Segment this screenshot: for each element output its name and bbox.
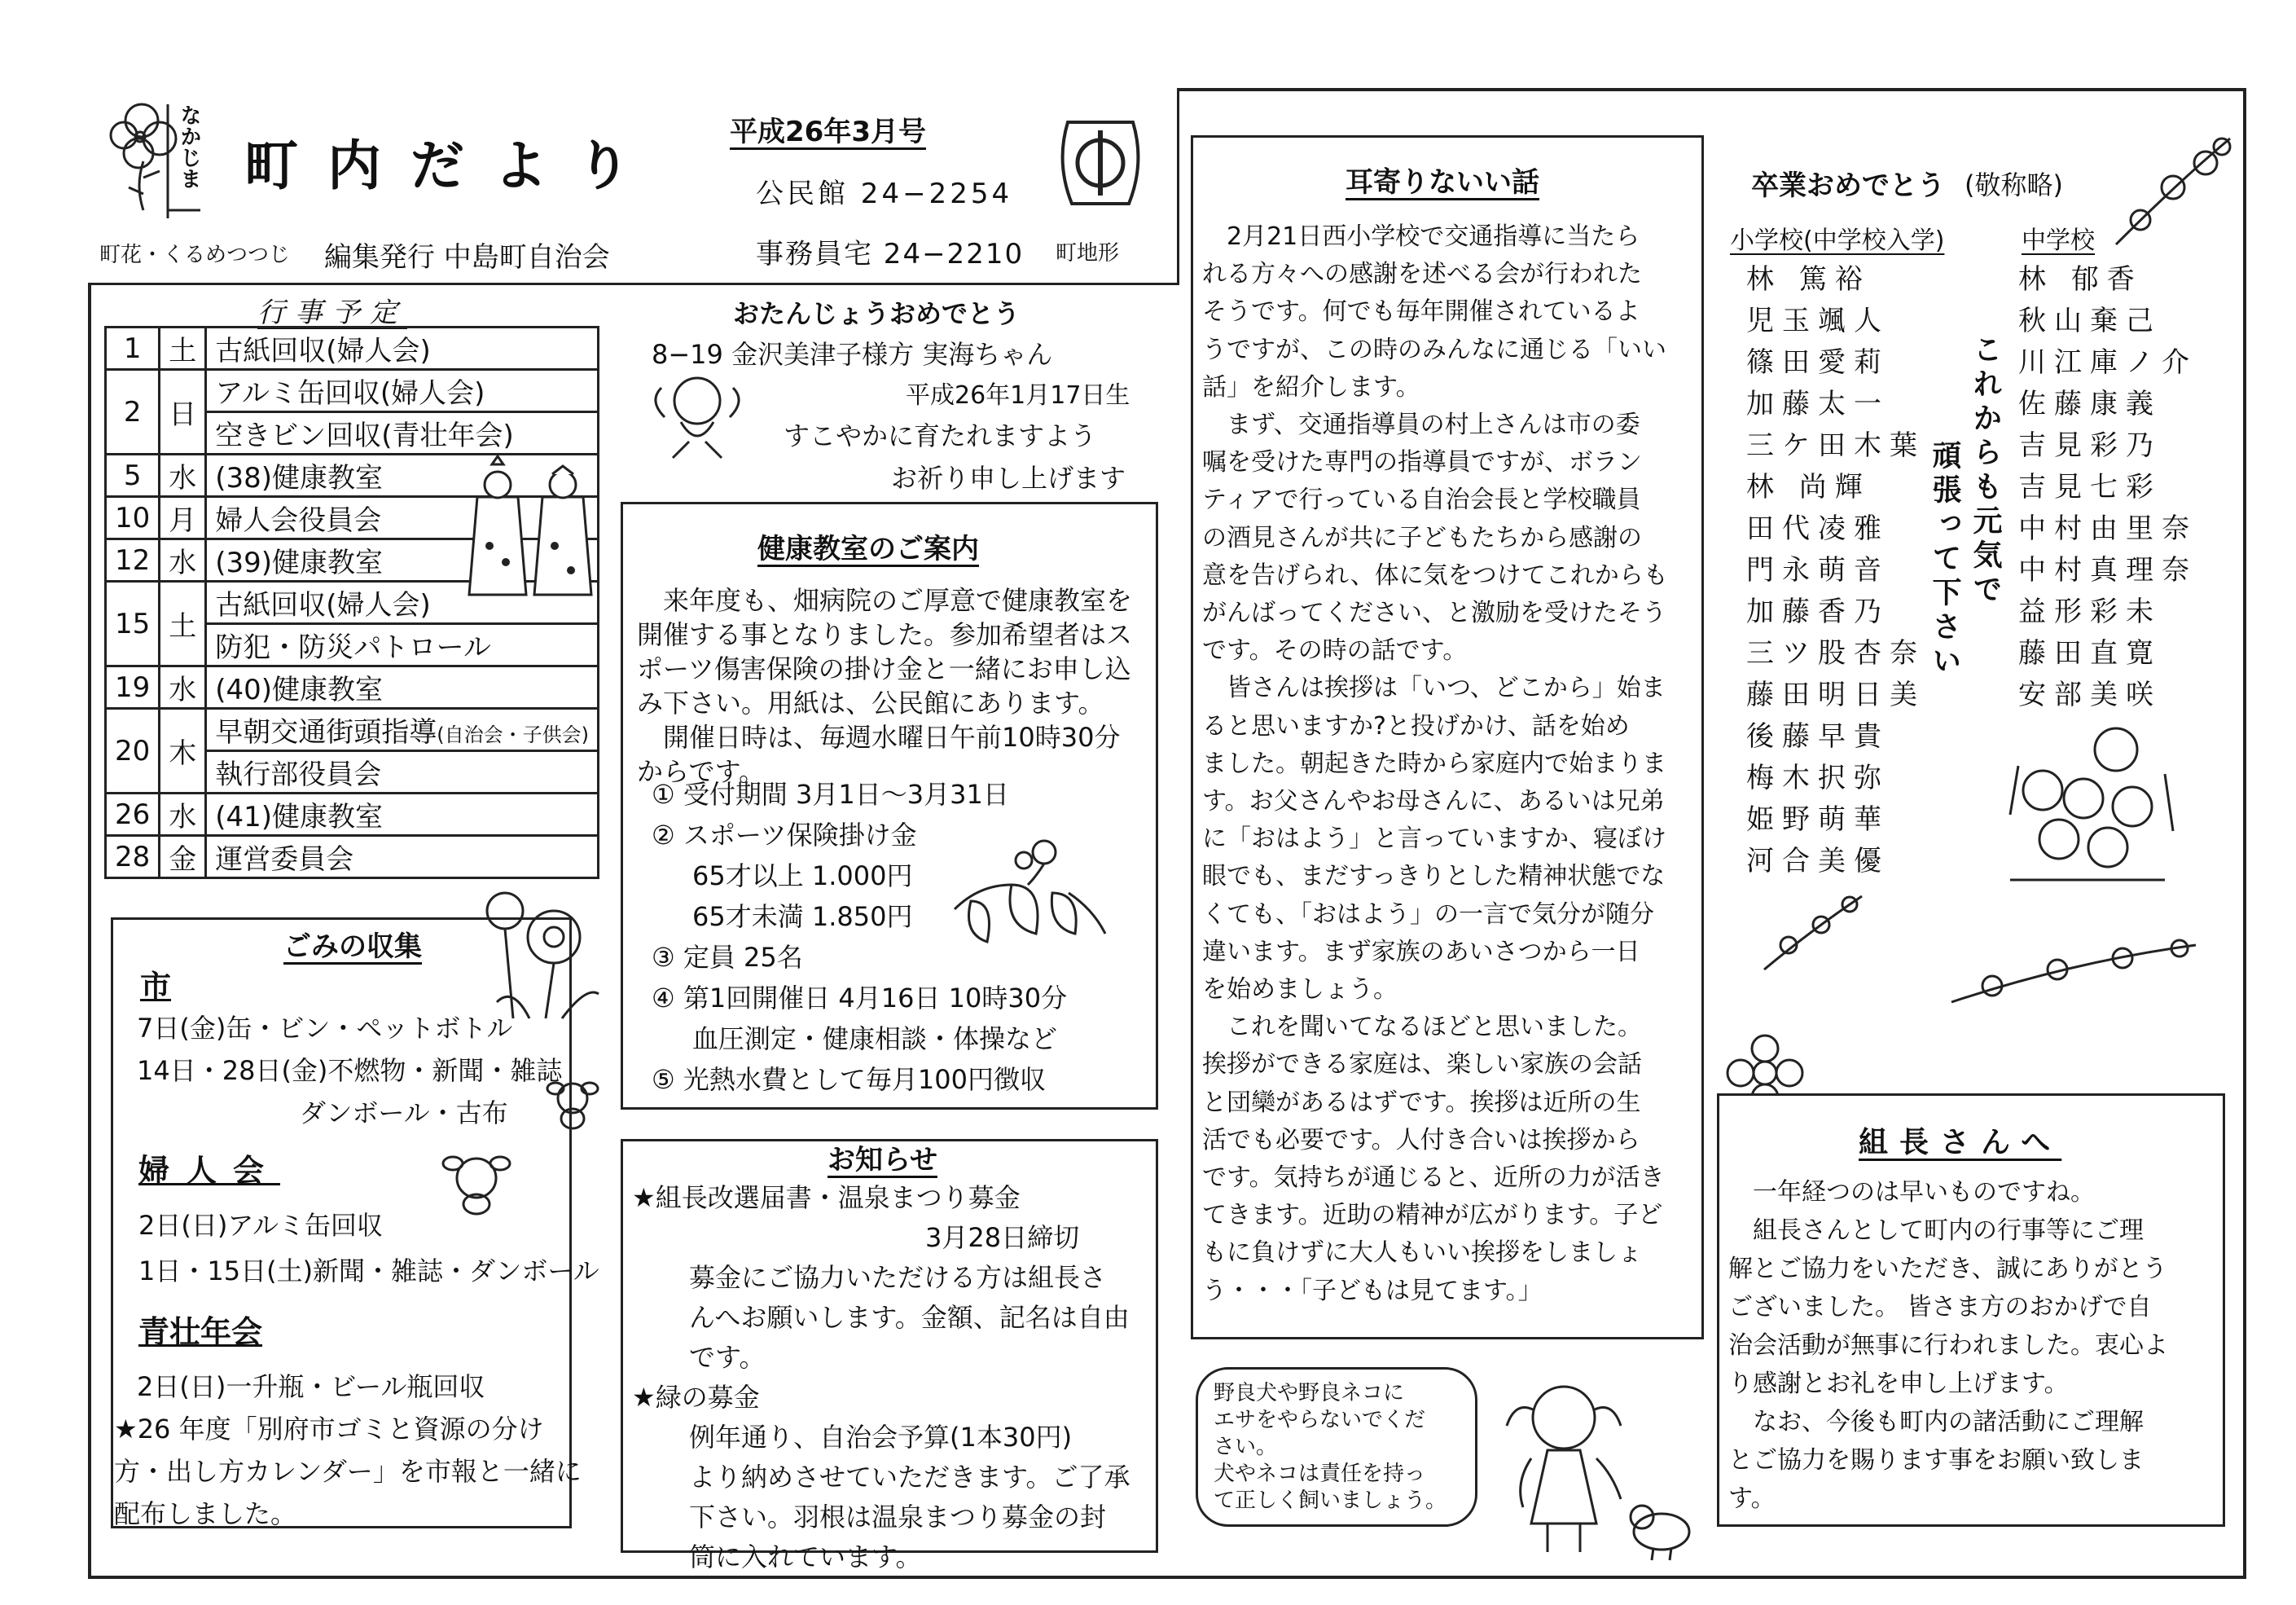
graduate-name: 河合美優 [1746, 845, 1890, 877]
health-item-8: ⑤ 光熱水費として毎月100円徴収 [652, 1064, 1046, 1095]
graduate-name: 吉見彩乃 [2018, 429, 2162, 462]
schedule-day: 26 [106, 794, 160, 836]
graduation-title-note: (敬称略) [1965, 169, 2063, 200]
story-line: 嘱を受けた専門の指導員ですが、ボラン [1202, 448, 1642, 477]
logo-vertical-text: なかじま [177, 104, 201, 189]
youth-schedule [114, 1365, 582, 1535]
schedule-day: 28 [106, 836, 160, 878]
city-line-2: 14日・28日(金)不燃物・新聞・雑誌 [137, 1055, 563, 1086]
schedule-day: 15 [106, 582, 160, 666]
schedule-weekday: 水 [160, 455, 206, 497]
angel-illustration [640, 368, 754, 466]
graduate-name: 林 尚輝 [1746, 471, 1871, 503]
notice-line-9: 下さい。羽根は温泉まつり募金の封 [689, 1502, 1107, 1532]
story-line: ティアで行っている自治会長と学校職員 [1202, 486, 1641, 515]
emblem-label: 町地形 [1056, 241, 1120, 266]
birthday-title: おたんじょうおめでとう [733, 298, 1021, 329]
women-line-2: 1日・15日(土)新聞・雑誌・ダンボール [138, 1255, 599, 1286]
pets-line-1: 野良犬や野良ネコに [1214, 1381, 1405, 1405]
youth-line-3: 方・出し方カレンダー」を市報と一緒に [114, 1456, 582, 1487]
strawberry-illustration [946, 836, 1109, 958]
pets-line-5: て正しく飼いましょう。 [1214, 1488, 1447, 1513]
publisher: 編集発行 中島町自治会 [324, 241, 610, 274]
schedule-weekday: 金 [160, 836, 206, 878]
schedule-day: 10 [106, 497, 160, 539]
schedule-event-label: 防犯・防災パトロール [215, 631, 491, 664]
graduate-name: 川江庫ノ介 [2018, 346, 2197, 379]
health-para-1: 来年度も、畑病院のご厚意で健康教室を開催する事となりました。参加希望者はスポーツ傷害保険の掛け金と一緒にお申し込み下さい。用紙は、公民館にあります。 [637, 585, 1133, 719]
graduate-name: 中村由里奈 [2018, 512, 2197, 545]
schedule-event-label: 婦人会役員会 [215, 504, 382, 537]
schedule-day: 1 [106, 328, 160, 370]
graduate-name: 林 篤裕 [1746, 263, 1871, 296]
leaders-line-9: す。 [1728, 1484, 1776, 1513]
story-line: です。その時の話です。 [1202, 636, 1468, 666]
bee-icon [440, 1145, 513, 1219]
women-heading: 婦人会 [138, 1153, 281, 1189]
schedule-event [206, 624, 599, 666]
leaders-line-4: ございました。 皆さま方のおかげで自 [1728, 1293, 2152, 1321]
elementary-heading: 小学校(中学校入学) [1730, 226, 1945, 255]
notice-line-2: 3月28日締切 [925, 1222, 1080, 1253]
story-line: 意を告げられ、体に気をつけてこれからも [1202, 561, 1668, 590]
graduate-name: 藤田直寛 [2018, 637, 2162, 670]
graduate-name: 秋山棄己 [2018, 305, 2162, 337]
office-phone: 事務員宅 24−2210 [756, 238, 1025, 270]
city-line-1: 7日(金)缶・ビン・ペットボトル [137, 1013, 513, 1044]
schedule-day: 19 [106, 666, 160, 709]
youth-line-1: 2日(日)一升瓶・ビール瓶回収 [137, 1371, 485, 1402]
story-title: 耳寄りないい話 [1346, 166, 1539, 199]
youth-heading: 青壮年会 [138, 1314, 263, 1350]
graduate-name: 安部美咲 [2018, 679, 2162, 711]
story-line: に「おはよう」と言っていますか、寝ぼけ [1202, 824, 1666, 854]
schedule-weekday: 月 [160, 497, 206, 539]
schedule-event [206, 709, 599, 751]
graduate-name: 梅木択弥 [1746, 762, 1890, 794]
health-title: 健康教室のご案内 [757, 533, 979, 565]
hall-phone: 公民館 24−2254 [756, 178, 1013, 210]
graduate-name: 三ケ田木葉 [1746, 429, 1925, 462]
notice-line-4: んへお願いします。金額、記名は自由 [689, 1302, 1130, 1333]
notice-line-10: 筒に入れています。 [689, 1541, 922, 1572]
graduate-name: 後藤早貴 [1746, 720, 1890, 753]
schedule-event-label: アルミ缶回収(婦人会) [215, 377, 485, 410]
schedule-event [206, 751, 599, 794]
leaders-body [1728, 1173, 2168, 1518]
story-line: くても、「おはよう」の一言で気分が随分 [1202, 899, 1654, 929]
schedule-title: 行事予定 [257, 297, 407, 329]
story-line: の酒見さんが共に子どもたちから感謝の [1202, 523, 1642, 552]
story-line: てきます。近助の精神が広がります。子ど [1202, 1201, 1663, 1230]
hina-dolls-illustration [461, 456, 599, 603]
graduate-name: 藤田明日美 [1746, 679, 1925, 711]
story-line: と団欒があるはずです。挨拶は近所の生 [1202, 1088, 1641, 1117]
schedule-day: 12 [106, 539, 160, 582]
city-line-3: ダンボール・古布 [300, 1097, 508, 1128]
schedule-event-label: (41)健康教室 [215, 801, 384, 833]
blossom-sprig-illustration [1943, 929, 2204, 1018]
notice-line-6: ★緑の募金 [632, 1382, 760, 1413]
city-heading: 市 [140, 969, 172, 1005]
youth-line-2: ★26 年度「別府市ゴミと資源の分け [114, 1414, 544, 1444]
notice-line-7: 例年通り、自治会予算(1本30円) [689, 1422, 1073, 1453]
schedule-event-label: 運営委員会 [215, 843, 354, 876]
pets-line-4: 犬やネコは責任を持っ [1214, 1462, 1426, 1486]
graduate-name: 林 郁香 [2018, 263, 2143, 296]
middle-heading: 中学校 [2022, 226, 2095, 255]
schedule-row [106, 794, 599, 836]
health-item-3: 65才以上 1.000円 [692, 860, 913, 891]
schedule-row [106, 328, 599, 370]
notice-title: お知らせ [828, 1144, 937, 1176]
children-group-illustration [1994, 717, 2181, 896]
story-line: 2月21日西小学校で交通指導に当たら [1227, 222, 1640, 251]
story-line: です。気持ちが通じると、近所の力が活き [1202, 1163, 1665, 1193]
birthday-line2: すこやかに育たれますよう [784, 420, 1097, 451]
graduate-name: 姫野萌華 [1746, 803, 1890, 836]
graduate-name: 門永萌音 [1746, 554, 1890, 587]
blossom-branch-illustration [2108, 130, 2238, 253]
schedule-event [206, 666, 599, 709]
garbage-title: ごみの収集 [283, 930, 422, 963]
leaders-line-5: 治会活動が無事に行われました。衷心よ [1728, 1331, 2168, 1360]
schedule-event [206, 412, 599, 455]
women-line-1: 2日(日)アルミ缶回収 [138, 1210, 384, 1241]
notice-line-8: より納めさせていただきます。ご了承 [689, 1462, 1130, 1493]
leaders-line-1: 一年経つのは早いものですね。 [1753, 1178, 2095, 1207]
story-line: がんばってください、と激励を受けたそう [1202, 599, 1666, 628]
dandelion-illustration [481, 888, 603, 1027]
schedule-row [106, 836, 599, 878]
story-line: 話」を紹介します。 [1202, 372, 1420, 402]
elementary-graduates [1746, 259, 1925, 882]
graduate-name: 益形彩未 [2018, 596, 2162, 628]
schedule-weekday: 水 [160, 666, 206, 709]
town-flower-label: 町花・くるめつつじ [99, 243, 291, 267]
pets-body [1214, 1380, 1447, 1515]
story-line: 違います。まず家族のあいさつから一日 [1202, 937, 1640, 966]
town-emblem-icon [1056, 114, 1145, 216]
schedule-weekday: 木 [160, 709, 206, 794]
bee-icon [544, 1074, 601, 1131]
leaders-line-3: 解とご協力をいただき、誠にありがとう [1728, 1255, 2167, 1283]
graduate-name: 佐藤康義 [2018, 388, 2162, 420]
health-item-2: ② スポーツ保険掛け金 [652, 820, 917, 851]
story-line: まず、交通指導員の村上さんは市の委 [1227, 411, 1640, 440]
schedule-row [106, 709, 599, 751]
schedule-row [106, 666, 599, 709]
girl-with-dog-illustration [1482, 1377, 1702, 1564]
middle-graduates [2018, 259, 2197, 716]
story-line: 眼でも、まだすっきりとした精神状態でな [1202, 862, 1666, 891]
schedule-weekday: 水 [160, 794, 206, 836]
health-item-4: 65才未満 1.850円 [692, 901, 913, 932]
graduate-name: 中村真理奈 [2018, 554, 2197, 587]
schedule-day: 2 [106, 370, 160, 455]
story-line: うですが、この時のみんなに通じる「いい [1202, 335, 1666, 364]
leaders-line-8: とご協力を賜ります事をお願い致しま [1728, 1446, 2144, 1475]
story-body [1202, 218, 1668, 1310]
story-line: れる方々への感謝を述べる会が行われた [1202, 260, 1642, 289]
youth-line-4: 配布しました。 [114, 1498, 297, 1529]
birthday-date: 平成26年1月17日生 [906, 381, 1130, 410]
schedule-event-label: 執行部役員会 [215, 759, 382, 791]
health-body [637, 583, 1142, 789]
schedule-event [206, 370, 599, 412]
schedule-event-label: (39)健康教室 [215, 547, 384, 579]
blossom-sprig-illustration [1756, 888, 1870, 978]
story-line: これを聞いてなるほどと思いました。 [1227, 1013, 1642, 1042]
schedule-event [206, 794, 599, 836]
story-line: す。お父さんやお母さんに、あるいは兄弟 [1202, 787, 1665, 816]
schedule-day: 20 [106, 709, 160, 794]
health-item-7: 血圧測定・健康相談・体操など [692, 1023, 1058, 1054]
story-line: 皆さんは挨拶は「いつ、どこから」始ま [1227, 674, 1666, 703]
schedule-event-label: (40)健康教室 [215, 674, 384, 706]
pets-line-2: エサをやらないでくだ [1214, 1408, 1426, 1432]
leaders-line-2: 組長さんとして町内の行事等にご理 [1753, 1216, 2144, 1245]
newsletter-title: 町内だより [244, 134, 660, 197]
graduate-name: 加藤太一 [1746, 388, 1890, 420]
story-line: う・・・「子どもは見てます。」 [1202, 1276, 1543, 1305]
graduate-name: 児玉颯人 [1746, 305, 1890, 337]
graduate-name: 三ツ股杏奈 [1746, 637, 1925, 670]
leaders-line-7: なお、今後も町内の諸活動にご理解 [1753, 1408, 2144, 1436]
notice-line-1: ★組長改選届書・温泉まつり募金 [632, 1182, 1021, 1213]
schedule-event [206, 836, 599, 878]
health-para-2: 開催日時は、毎週水曜日午前10時30分からです。 [637, 722, 1121, 787]
story-line: 活でも必要です。人付き合いは挨拶から [1202, 1125, 1640, 1154]
notice-body [632, 1178, 1130, 1577]
schedule-event-label: (38)健康教室 [215, 462, 384, 495]
schedule-weekday: 水 [160, 539, 206, 582]
leaders-title: 組長さんへ [1859, 1126, 2062, 1159]
health-item-5: ③ 定員 25名 [652, 942, 803, 973]
leaders-line-6: り感謝とお礼を申し上げます。 [1728, 1370, 2069, 1398]
encouragement-line-1: これからも元気で [1969, 334, 2002, 608]
graduate-name: 加藤香乃 [1746, 596, 1890, 628]
story-line: ました。朝起きた時から家庭内で始まりま [1202, 749, 1666, 778]
story-line: もに負けずに大人もいい挨拶をしましょ [1202, 1238, 1642, 1268]
graduate-name: 篠田愛莉 [1746, 346, 1890, 379]
pets-line-3: さい。 [1214, 1435, 1278, 1459]
health-item-6: ④ 第1回開催日 4月16日 10時30分 [652, 983, 1068, 1014]
graduation-title: 卒業おめでとう [1751, 169, 1945, 202]
schedule-event-label: 早朝交通街頭指導 [215, 716, 437, 749]
schedule-weekday: 日 [160, 370, 206, 455]
women-schedule [138, 1203, 599, 1294]
schedule-event-label: 古紙回収(婦人会) [215, 335, 431, 367]
birthday-line3: お祈り申し上げます [891, 463, 1126, 494]
story-line: 挨拶ができる家庭は、楽しい家族の会話 [1202, 1050, 1642, 1080]
story-line: ると思いますか?と投げかけ、話を始め [1202, 711, 1630, 741]
schedule-event-label: 古紙回収(婦人会) [215, 589, 431, 622]
graduate-name: 吉見七彩 [2018, 471, 2162, 503]
schedule-row [106, 370, 599, 412]
schedule-weekday: 土 [160, 328, 206, 370]
encouragement-line-2: 頑張って下さい [1928, 440, 1961, 679]
health-item-1: ① 受付期間 3月1日〜3月31日 [652, 779, 1009, 810]
birthday-line1: 8−19 金沢美津子様方 実海ちゃん [652, 339, 1053, 370]
schedule-event-note: (自治会・子供会) [437, 723, 589, 746]
schedule-weekday: 土 [160, 582, 206, 666]
issue-date: 平成26年3月号 [730, 116, 926, 148]
schedule-event [206, 328, 599, 370]
story-line: そうです。何でも毎年開催されているよ [1202, 297, 1640, 327]
schedule-day: 5 [106, 455, 160, 497]
graduate-name: 田代凌雅 [1746, 512, 1890, 545]
notice-line-3: 募金にご協力いただける方は組長さ [689, 1262, 1107, 1293]
story-line: を始めましょう。 [1202, 975, 1398, 1005]
schedule-event-label: 空きビン回収(青壮年会) [215, 420, 514, 452]
notice-line-5: です。 [689, 1342, 766, 1373]
